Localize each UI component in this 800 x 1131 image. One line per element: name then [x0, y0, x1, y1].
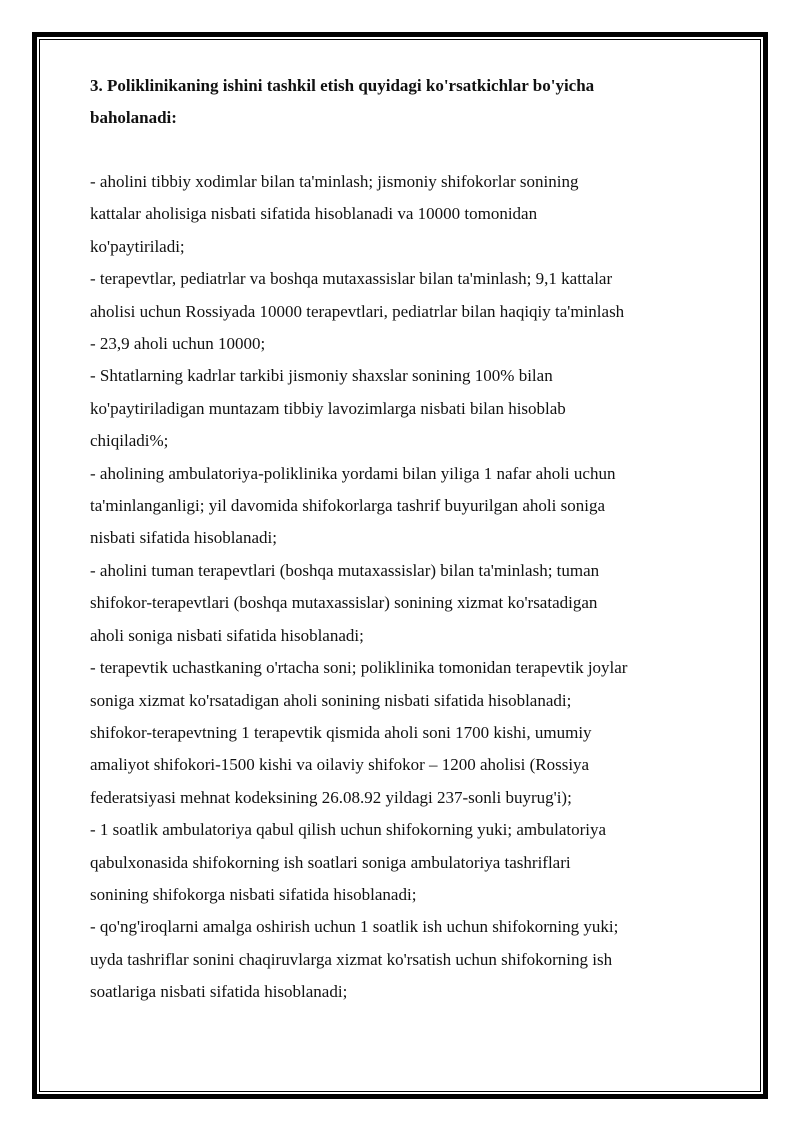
- text-line: uyda tashriflar sonini chaqiruvlarga xizmat ko'rsatish uchun shifokorning ish: [90, 949, 613, 969]
- text-line: ko'paytiriladi;: [90, 236, 185, 256]
- text-line: - aholini tibbiy xodimlar bilan ta'minlash; jismoniy shifokorlar sonining: [90, 172, 579, 191]
- text-line: - Shtatlarning kadrlar tarkibi jismoniy shaxslar sonining 100% bilan: [90, 366, 553, 386]
- section-heading-line-2: baholanadi:: [90, 108, 177, 127]
- text-line: - 23,9 aholi uchun 10000;: [90, 334, 266, 354]
- text-line: - qo'ng'iroqlarni amalga oshirish uchun 1 soatlik ish uchun shifokorning yuki;: [90, 917, 619, 937]
- text-line: ta'minlanganligi; yil davomida shifokorlarga tashrif buyurilgan aholi soniga: [90, 496, 606, 516]
- paragraph-spacer: [90, 134, 700, 166]
- section-heading-line-1: 3. Poliklinikaning ishini tashkil etish quyidagi ko'rsatkichlar bo'yicha: [90, 76, 595, 95]
- text-line: - terapevtlar, pediatrlar va boshqa mutaxassislar bilan ta'minlash; 9,1 kattalar: [90, 269, 613, 289]
- text-line: aholisi uchun Rossiyada 10000 terapevtlari, pediatrlar bilan haqiqiy ta'minlash: [90, 301, 625, 321]
- text-line: shifokor-terapevtning 1 terapevtik qismida aholi soni 1700 kishi, umumiy: [90, 722, 592, 742]
- text-line: qabulxonasida shifokorning ish soatlari soniga ambulatoriya tashriflari: [90, 852, 571, 872]
- text-line: - aholining ambulatoriya-poliklinika yordami bilan yiliga 1 nafar aholi uchun: [90, 463, 616, 483]
- text-line: amaliyot shifokori-1500 kishi va oilaviy shifokor – 1200 aholisi (Rossiya: [90, 755, 590, 775]
- text-line: chiqiladi%;: [90, 431, 169, 451]
- text-line: kattalar aholisiga nisbati sifatida hisoblanadi va 10000 tomonidan: [90, 204, 538, 224]
- text-line: - aholini tuman terapevtlari (boshqa mutaxassislar) bilan ta'minlash; tuman: [90, 560, 600, 580]
- text-line: ko'paytiriladigan muntazam tibbiy lavozimlarga nisbati bilan hisoblab: [90, 398, 566, 418]
- document-body: [90, 70, 700, 1009]
- text-line: soatlariga nisbati sifatida hisoblanadi;: [90, 982, 348, 1002]
- text-line: soniga xizmat ko'rsatadigan aholi sonining nisbati sifatida hisoblanadi;: [90, 690, 572, 710]
- text-line: shifokor-terapevtlari (boshqa mutaxassislar) sonining xizmat ko'rsatadigan: [90, 593, 598, 613]
- text-line: aholi soniga nisbati sifatida hisoblanadi;: [90, 625, 364, 645]
- text-line: sonining shifokorga nisbati sifatida hisoblanadi;: [90, 884, 417, 904]
- text-line: - terapevtik uchastkaning o'rtacha soni; poliklinika tomonidan terapevtik joylar: [90, 658, 628, 678]
- text-line: - 1 soatlik ambulatoriya qabul qilish uchun shifokorning yuki; ambulatoriya: [90, 820, 607, 840]
- text-line: federatsiyasi mehnat kodeksining 26.08.92 yildagi 237-sonli buyrug'i);: [90, 787, 572, 807]
- text-line: nisbati sifatida hisoblanadi;: [90, 528, 277, 548]
